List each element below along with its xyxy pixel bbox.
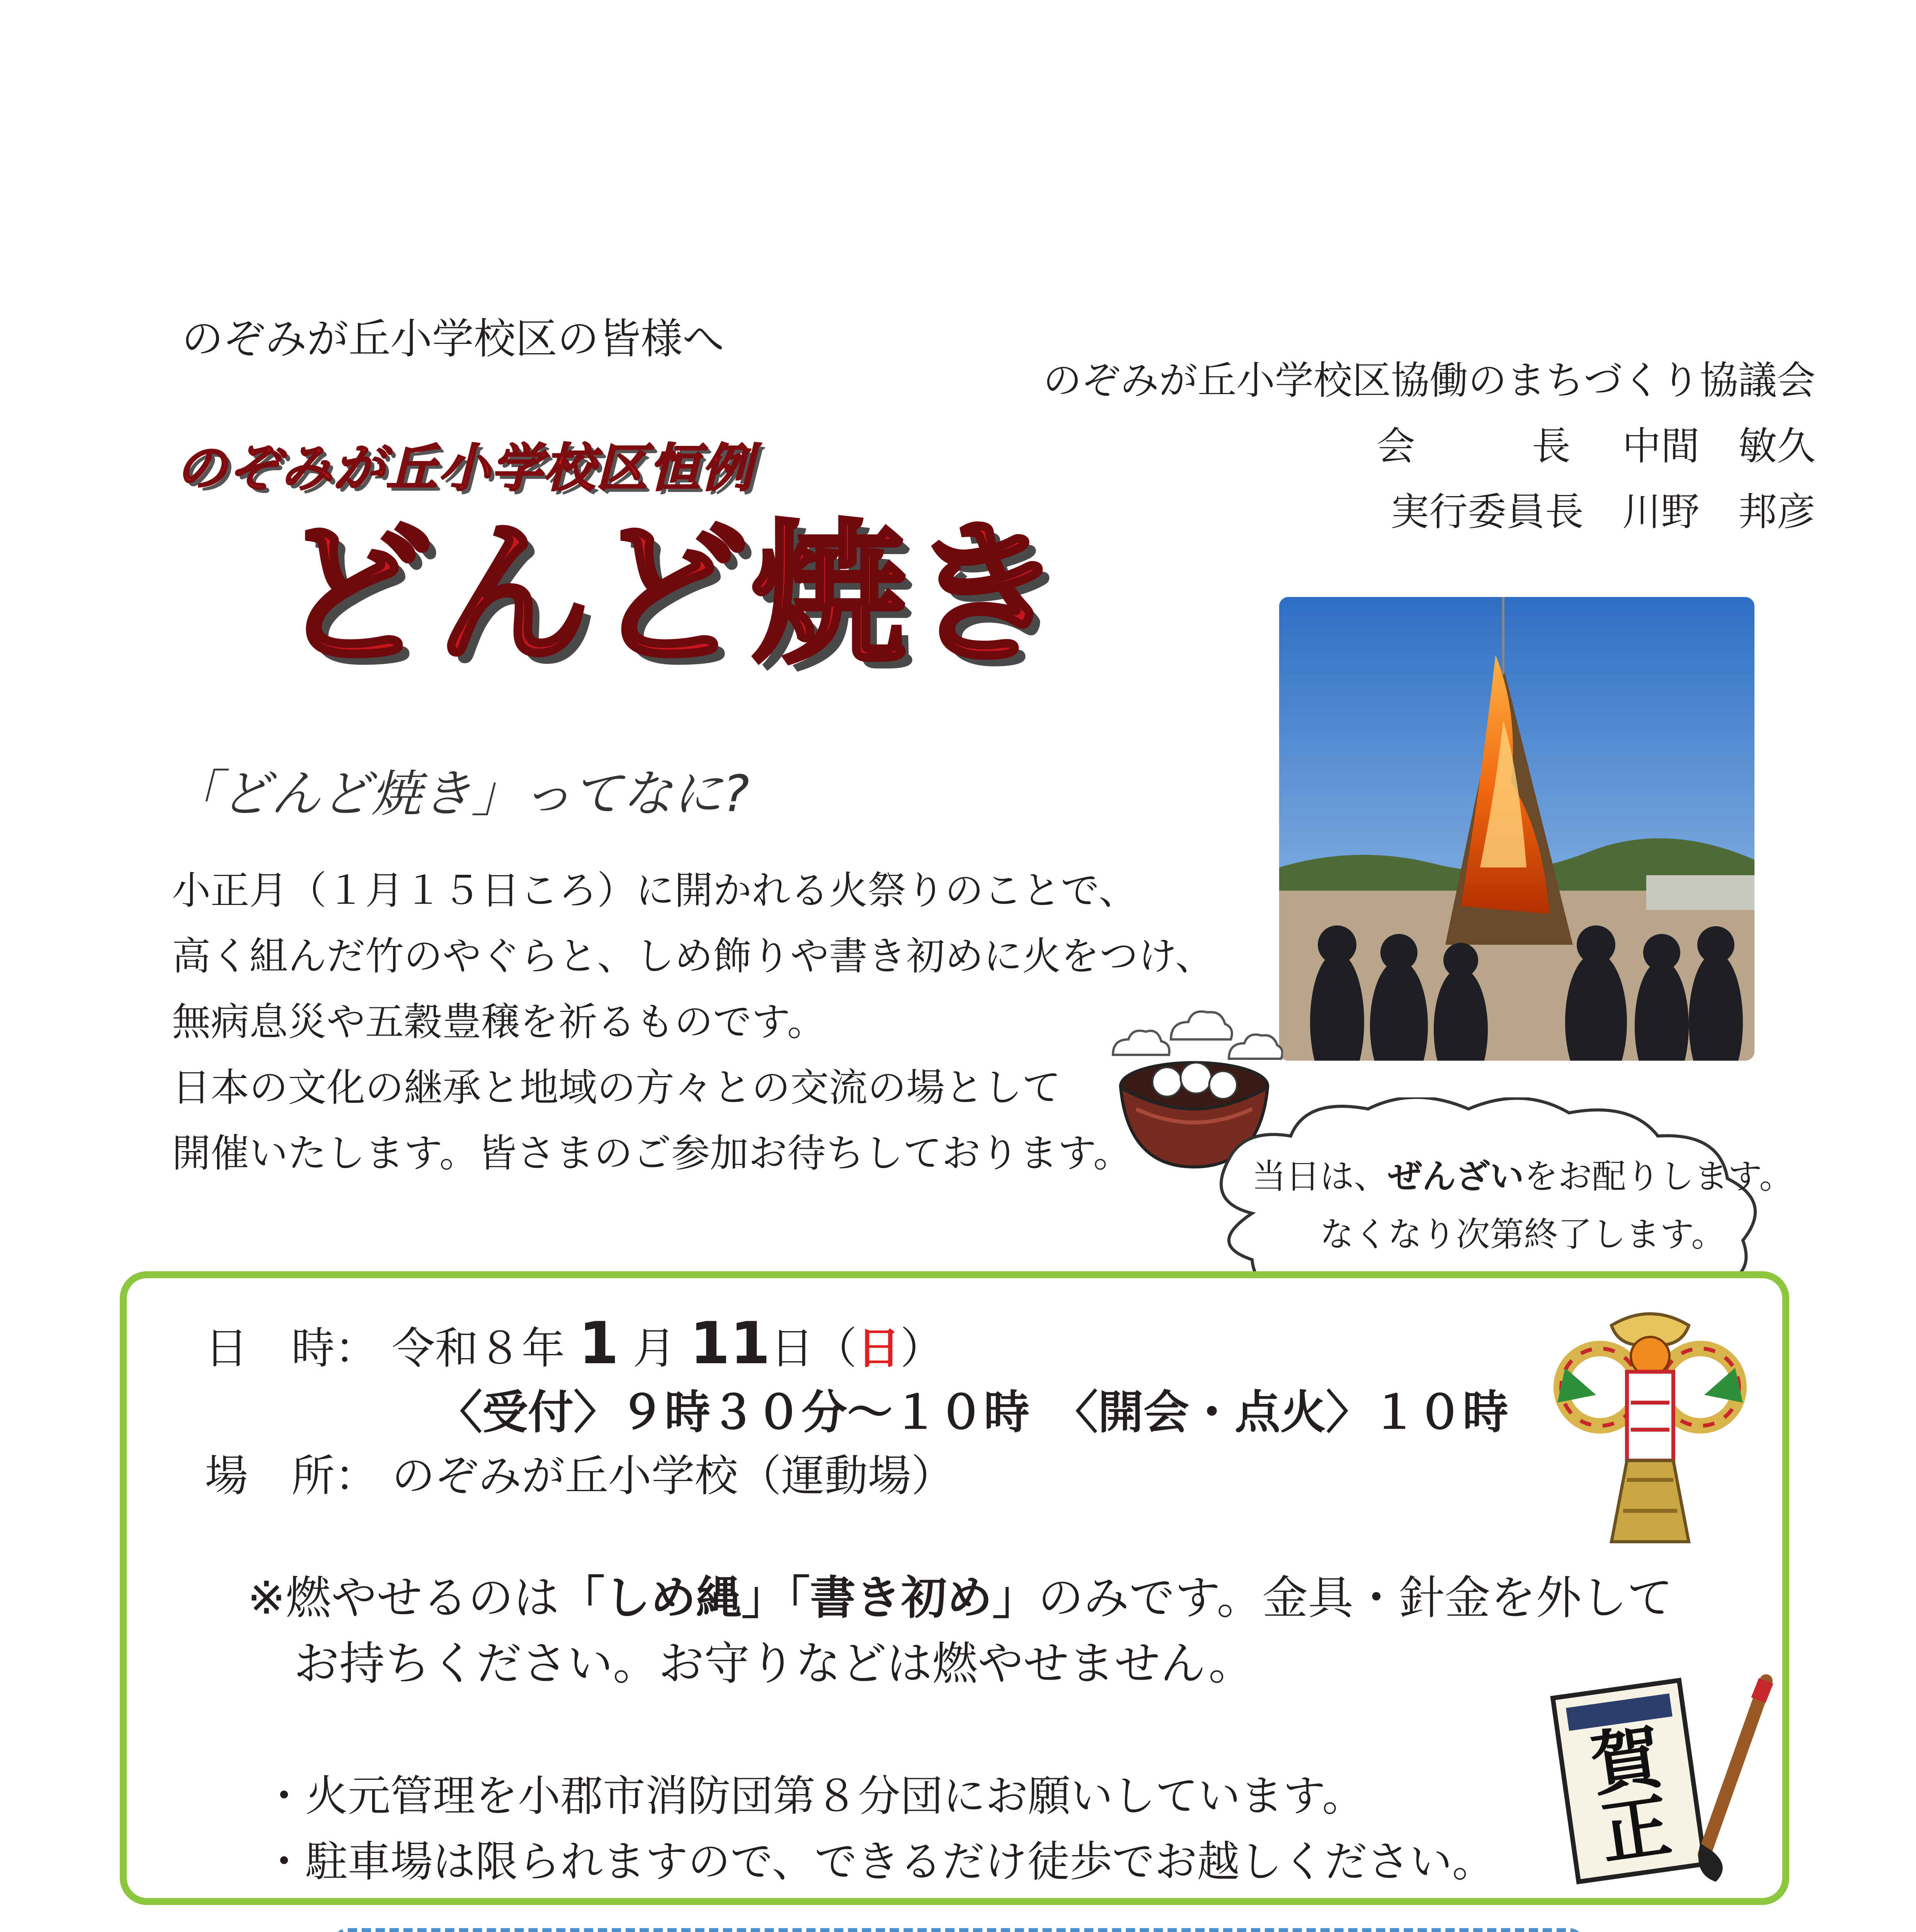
date-close: ）: [900, 1323, 944, 1374]
organizer-block: [1043, 348, 1816, 545]
fire-safety-note: ・火元管理を小郡市消防団第８分団にお願いしています。: [263, 1771, 1365, 1821]
bubble-line-1: [1190, 1148, 1855, 1206]
note-text: のみです。金具・針金を外して: [1038, 1571, 1673, 1624]
committee-name: 川野 邦彦: [1622, 489, 1816, 534]
event-subtitle: のぞみが丘小学校区恒例: [176, 439, 754, 498]
intro-line: 日本の文化の継承と地域の方々との交流の場として: [172, 1065, 1061, 1110]
bonfire-photo: [1279, 597, 1754, 1061]
bubble-line-2: なくなり次第終了します。: [1320, 1214, 1725, 1254]
place-label: 場 所：: [205, 1451, 378, 1501]
note-text: ※燃やせるのは: [247, 1571, 559, 1624]
time-line: 〈受付〉９時３０分〜１０時 〈開会・点火〉１０時: [437, 1386, 1509, 1439]
date-era: 令和８年: [391, 1323, 565, 1374]
shimenawa-icon: [1542, 1302, 1758, 1549]
chair-name: 中間 敏久: [1622, 423, 1816, 469]
date-day-unit: 日（: [770, 1323, 857, 1374]
chair-row: [1043, 413, 1816, 479]
gasho-char-1: 賀: [1586, 1716, 1666, 1806]
intro-line: 無病息災や五穀豊穣を祈るものです。: [172, 999, 826, 1044]
date-line: [205, 1310, 944, 1377]
note-emphasis: 「しめ縄」「書き初め」: [559, 1571, 1038, 1624]
addressee: のぞみが丘小学校区の皆様へ: [182, 315, 725, 363]
org-name: のぞみが丘小学校区協働のまちづくり協議会: [1043, 358, 1816, 403]
calligraphy-brush-icon: [1550, 1673, 1789, 1889]
date-label: 日 時：: [205, 1323, 378, 1374]
parking-note: ・駐車場は限られますので、できるだけ徒歩でお越しください。: [263, 1837, 1495, 1886]
intro-line: 小正月（１月１５日ころ）に開かれる火祭りのことで、: [172, 868, 1137, 913]
bubble-zenzai: ぜんざい: [1388, 1156, 1524, 1196]
date-month: 1: [579, 1310, 619, 1377]
date-day: 11: [689, 1310, 771, 1377]
gasho-char-2: 正: [1595, 1784, 1676, 1875]
burn-note-line-1: [247, 1561, 1673, 1627]
rain-notice-box: [332, 1928, 1584, 1932]
place-value: のぞみが丘小学校（運動場）: [391, 1451, 955, 1501]
chair-title: 会 長: [1377, 423, 1584, 469]
intro-question: 「どんど焼き」ってなに?: [170, 764, 750, 823]
date-weekday: 日: [857, 1323, 900, 1374]
bubble-text: 当日は、: [1252, 1156, 1388, 1196]
burn-note-line-2: お持ちください。お守りなどは燃やせません。: [294, 1637, 1254, 1690]
intro-line: 高く組んだ竹のやぐらと、しめ飾りや書き初めに火をつけ、: [172, 934, 1214, 979]
committee-title: 実行委員長: [1390, 489, 1584, 534]
place-line: [205, 1441, 955, 1503]
intro-line: 開催いたします。皆さまのご参加お待ちしております。: [172, 1131, 1132, 1176]
date-month-unit: 月: [633, 1323, 676, 1374]
event-title: どんど焼き: [278, 505, 1067, 685]
intro-text: [172, 858, 1214, 1186]
bubble-text: をお配りします。: [1524, 1156, 1793, 1196]
committee-row: [1043, 479, 1816, 545]
